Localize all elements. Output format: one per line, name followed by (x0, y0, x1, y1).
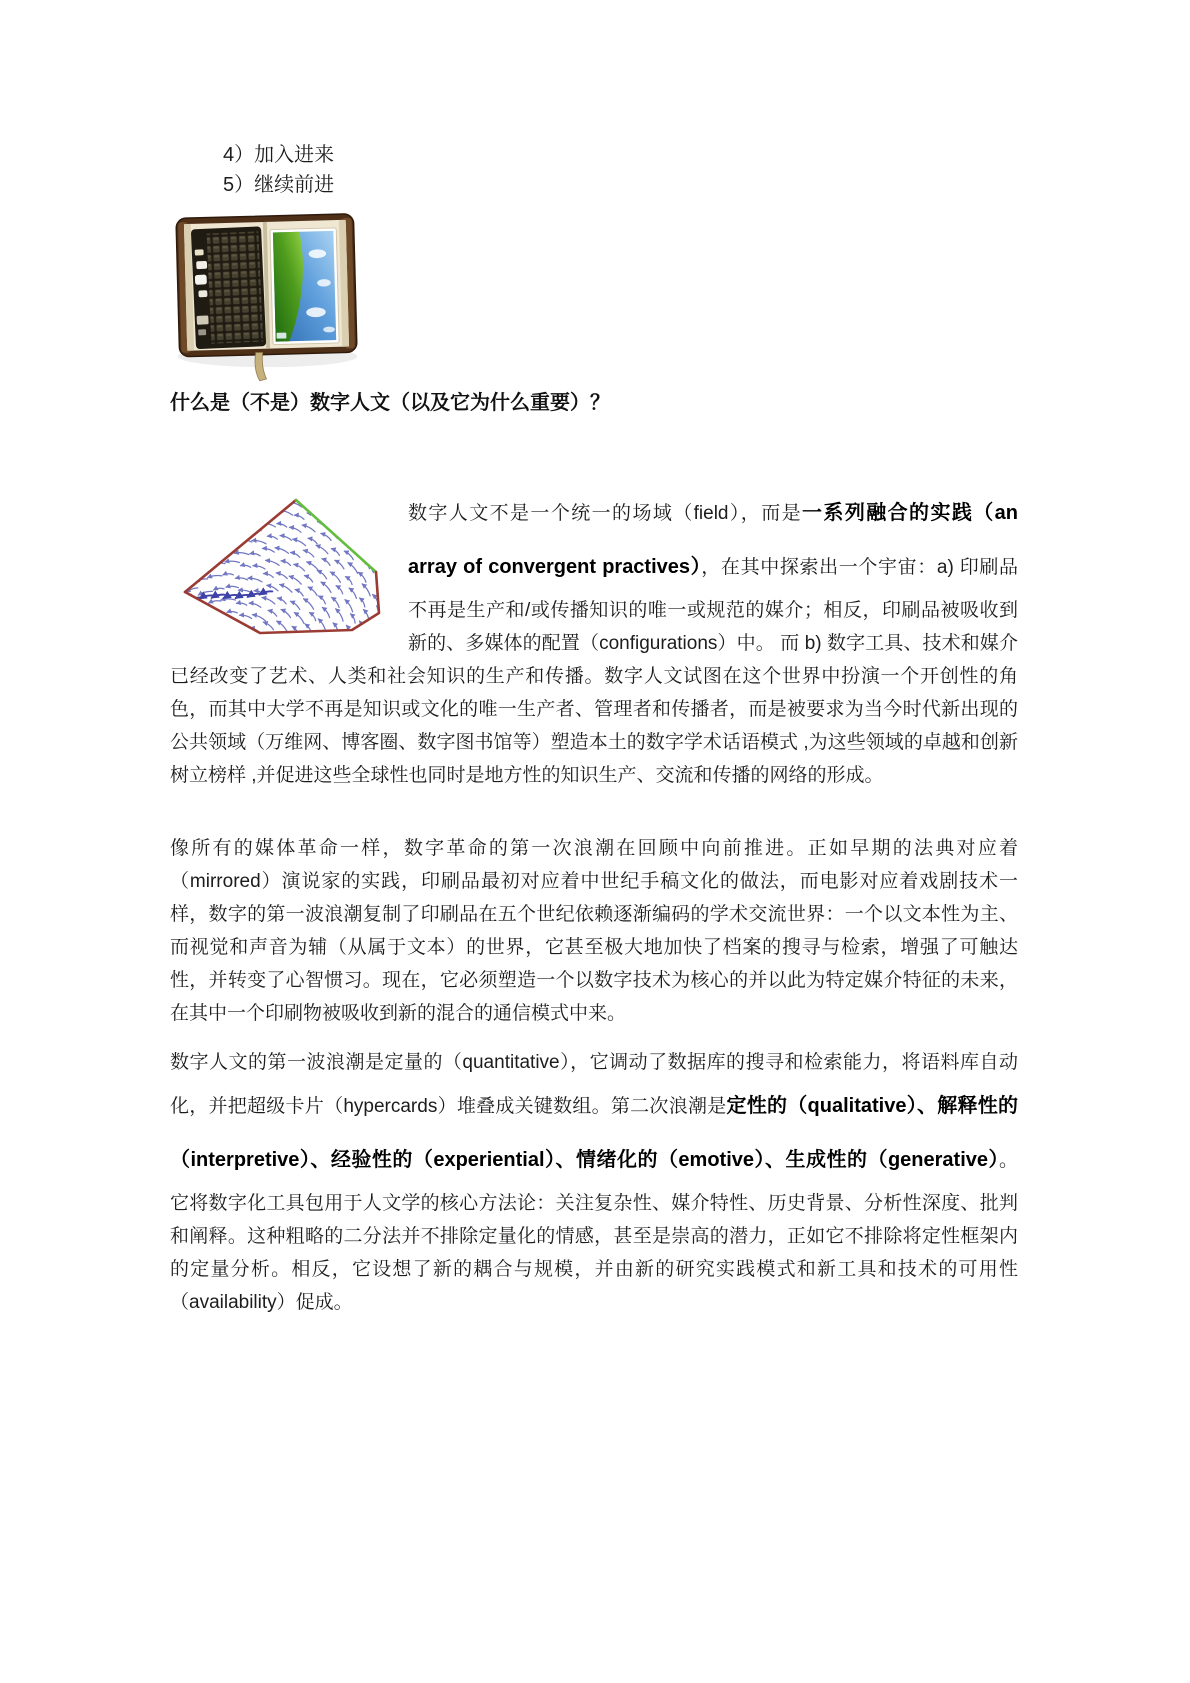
paragraph-first-second-wave (170, 1046, 1018, 1319)
paragraph-text (170, 1052, 1018, 1313)
vector-field-diagram-svg (170, 486, 392, 636)
book-laptop-photo-svg (170, 208, 365, 384)
book-laptop-photo (170, 208, 365, 384)
text-segment: 。它将数字化工具包用于人文学的核心方法论：关注复杂性、媒介特性、历史背景、分析性深度、批判和阐释。这种粗略的二分法并不排除定量化的情感，甚至是崇高的潜力，正如它不排除将定性框架内的定量分析。相反，它设想了新的耦合与规模，并由新的研究实践模式和新工具和技术的可用性（availability）促成。 (170, 1150, 1018, 1313)
text-segment: 数字人文不是一个统一的场域（field），而是 (408, 503, 803, 524)
paragraph-text (170, 838, 1018, 1024)
paragraph-digital-humanities-definition (170, 486, 1018, 792)
list-item: 4）加入进来 (223, 144, 335, 166)
page-title: 什么是（不是）数字人文（以及它为什么重要）？ (170, 392, 610, 414)
numbered-list (223, 140, 1018, 200)
bold-text-segment: 一系列融合的实践（an array of convergent practives） (408, 502, 1019, 578)
text-segment: 数字人文的第一波浪潮是定量的（quantitative），它调动了数据库的搜寻和检索能力，将语料库自动化，并把超级卡片（hypercards）堆叠成关键数组。第二次浪潮是 (170, 1052, 1018, 1117)
document-content (170, 0, 1018, 1319)
paragraph-media-revolution (170, 832, 1018, 1030)
vector-field-diagram (170, 486, 392, 636)
bold-text-segment: 定性的（qualitative）、解释性的（interpretive）、经验性的（experiential）、情绪化的（emotive）、生成性的（generative） (170, 1095, 1018, 1171)
list-item: 5）继续前进 (223, 174, 335, 196)
text-segment: ，在其中探索出一个宇宙：a) 印刷品不再是生产和/或传播知识的唯一或规范的媒介；相反，印刷品被吸收到新的、多媒体的配置（configurations）中。 而 b) 数字工具、技术和媒介已经改变了艺术、人类和社会知识的生产和传播。数字人文试图在这个世界中扮演一个开创性的角色，而其中大学不再是知识或文化的唯一生产者、管理者和传播者，而是被要求为当今时代新出现的公共领域（万维网、博客圈、数字图书馆等）塑造本土的数字学术话语模式 ,为这些领域的卓越和创新树立榜样 ,并促进这些全球性也同时是地方性的知识生产、交流和传播的网络的形成。 (170, 557, 1018, 786)
text-segment: 像所有的媒体革命一样，数字革命的第一次浪潮在回顾中向前推进。正如早期的法典对应着（mirrored）演说家的实践，印刷品最初对应着中世纪手稿文化的做法，而电影对应着戏剧技术一样，数字的第一波浪潮复制了印刷品在五个世纪依赖逐渐编码的学术交流世界：一个以文本性为主、而视觉和声音为辅（从属于文本）的世界，它甚至极大地加快了档案的搜寻与检索，增强了可触达性，并转变了心智惯习。现在，它必须塑造一个以数字技术为核心的并以此为特定媒介特征的未来，在其中一个印刷物被吸收到新的混合的通信模式中来。 (170, 838, 1018, 1024)
